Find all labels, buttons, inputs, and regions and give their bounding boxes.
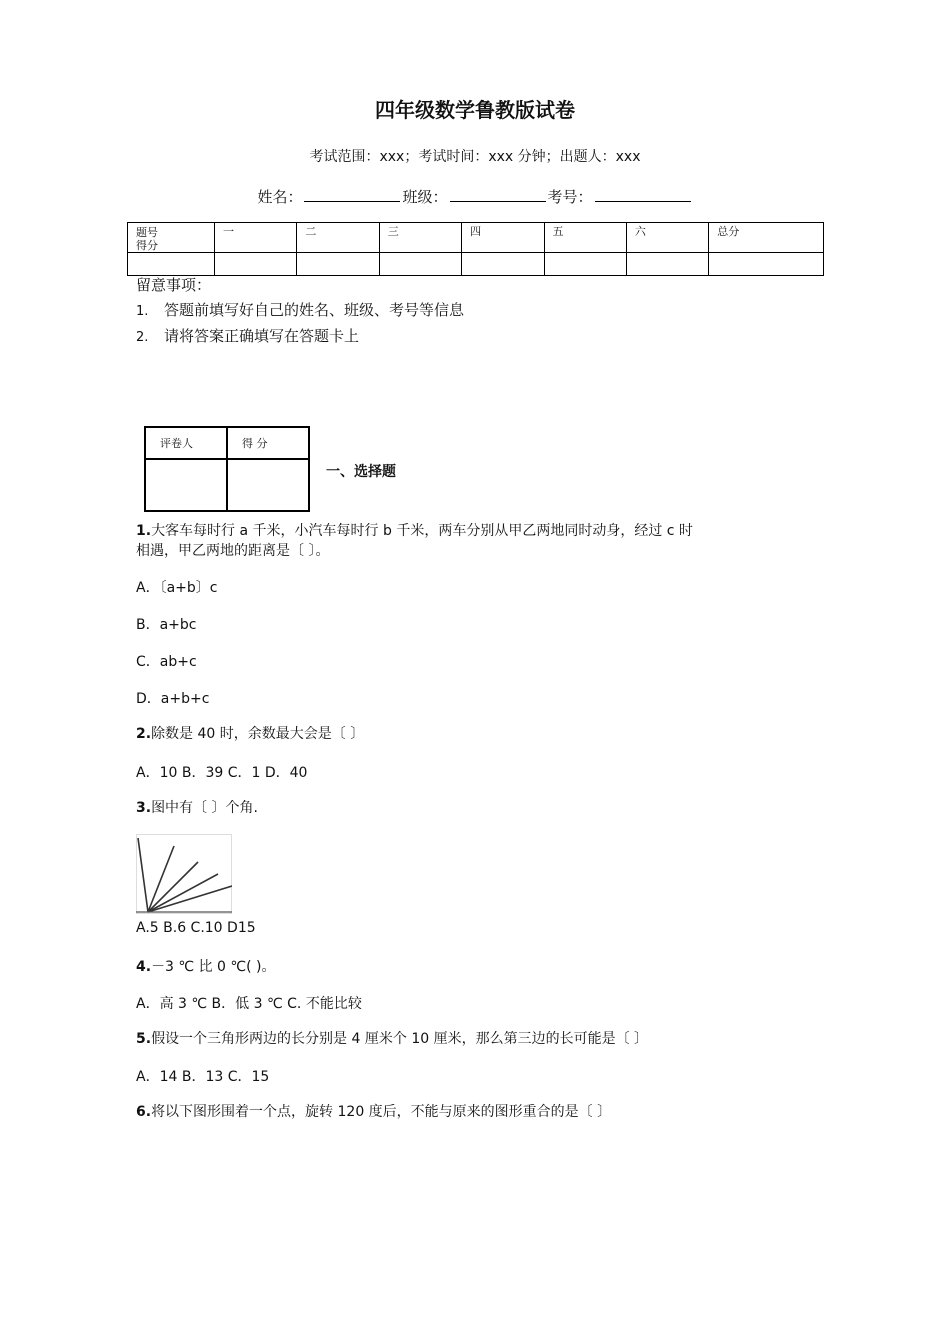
grader-box (144, 426, 310, 512)
score-table-row-labels (128, 223, 215, 253)
exam-no-blank[interactable] (595, 187, 691, 202)
question-4: 4.－3 ℃ 比 0 ℃( )。 (136, 959, 276, 975)
score-cell[interactable] (709, 253, 824, 276)
question-2: 2.除数是 40 时，余数最大会是〔 〕 (136, 726, 365, 742)
question-1: 1.大客车每时行 a 千米，小汽车每时行 b 千米，两车分别从甲乙两地同时动身，经过 c 时 相遇，甲乙两地的距离是〔 〕。 (136, 523, 693, 559)
score-cell[interactable] (544, 253, 626, 276)
notes-item: 2. 请将答案正确填写在答题卡上 (136, 327, 360, 345)
score-col-3: 三 (379, 223, 461, 253)
score-table (127, 222, 824, 276)
question-5: 5.假设一个三角形两边的长分别是 4 厘米个 10 厘米，那么第三边的长可能是〔 〕 (136, 1031, 649, 1047)
exam-no-label: 考号： (547, 188, 593, 206)
name-blank[interactable] (304, 187, 400, 202)
grader-score-cell[interactable] (227, 459, 309, 511)
reviewer-cell[interactable] (145, 459, 227, 511)
question-3: 3.图中有〔 〕个角. (136, 800, 258, 816)
q5-options[interactable]: A．14 B．13 C．15 (136, 1069, 270, 1085)
score-col-6: 六 (626, 223, 708, 253)
class-label: 班级： (402, 188, 448, 206)
section-title: 一、选择题 (326, 464, 396, 480)
q4-options[interactable]: A．高 3 ℃ B．低 3 ℃ C. 不能比较 (136, 996, 362, 1012)
notes-item: 1. 答题前填写好自己的姓名、班级、考号等信息 (136, 301, 465, 319)
q2-options[interactable]: A．10 B．39 C．1 D．40 (136, 765, 308, 781)
score-col-2: 二 (297, 223, 379, 253)
q3-options[interactable]: A.5 B.6 C.10 D15 (136, 920, 256, 936)
question-number-label: 题号 (136, 226, 158, 239)
notes-heading: 留意事项： (136, 276, 212, 294)
q1-option-a[interactable]: A．〔a+b〕c (136, 580, 218, 596)
score-col-5: 五 (544, 223, 626, 253)
score-cell[interactable] (462, 253, 544, 276)
name-label: 姓名： (257, 188, 303, 206)
score-label: 得分 (136, 239, 158, 252)
student-info-line (0, 186, 950, 207)
q1-option-d[interactable]: D．a+b+c (136, 691, 210, 707)
grader-score-label: 得 分 (227, 427, 309, 459)
score-col-1: 一 (215, 223, 297, 253)
q1-option-c[interactable]: C．ab+c (136, 654, 197, 670)
score-col-4: 四 (462, 223, 544, 253)
question-6: 6.将以下图形围着一个点，旋转 120 度后，不能与原来的图形重合的是〔 〕 (136, 1104, 612, 1120)
class-blank[interactable] (450, 187, 546, 202)
score-table-header-row (128, 223, 824, 253)
q1-option-b[interactable]: B．a+bc (136, 617, 197, 633)
score-col-total: 总分 (709, 223, 824, 253)
notes-block (136, 273, 464, 350)
page-title: 四年级数学鲁教版试卷 (375, 98, 575, 122)
exam-subtitle: 考试范围：xxx；考试时间：xxx 分钟；出题人：xxx (309, 149, 641, 165)
reviewer-label: 评卷人 (145, 427, 227, 459)
score-cell[interactable] (626, 253, 708, 276)
angle-figure (136, 834, 232, 914)
